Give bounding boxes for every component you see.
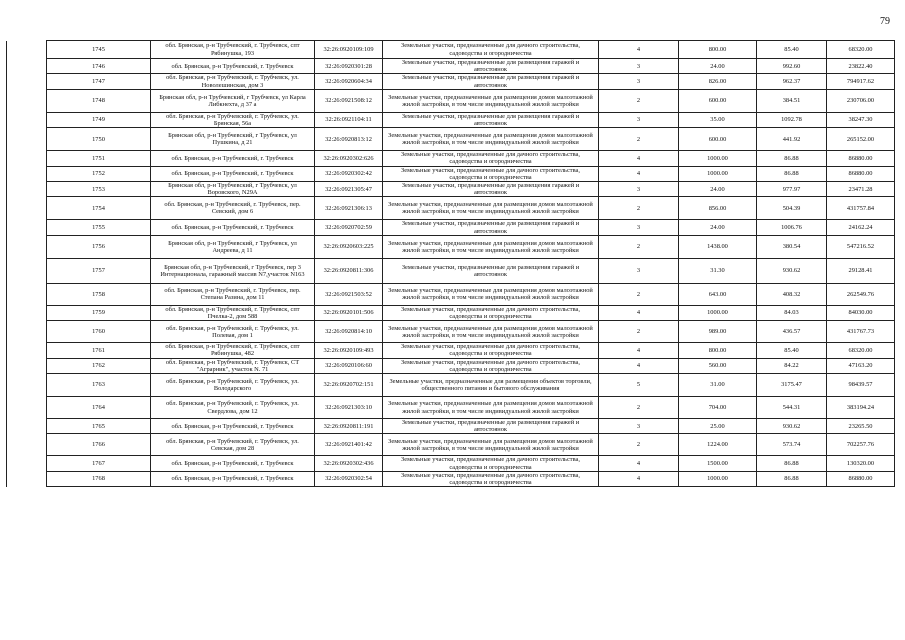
area-cell: 643.00 [679,283,757,305]
cadastral-value-cell: 23265.50 [827,419,895,434]
table-row [7,197,895,220]
spacer-cell [7,128,47,151]
specific-value-cell: 436.57 [757,321,827,343]
cadastral-number-cell: 32:26:0920814:10 [315,321,383,343]
address-cell: обл. Брянская, р-н Трубчевский, г. Трубчевск, ул. Полевая, дом 1 [151,321,315,343]
cadastral-number-cell: 32:26:0921401:42 [315,434,383,456]
spacer-cell [7,151,47,166]
area-cell: 35.00 [679,112,757,127]
spacer-cell [7,89,47,112]
row-number-cell: 1766 [47,434,151,456]
land-use-cell: Земельные участки, предназначенные для размещения гаражей и автостоянок [383,419,599,434]
cadastral-number-cell: 32:26:0920109:109 [315,41,383,59]
row-number-cell: 1758 [47,283,151,305]
spacer-cell [7,305,47,320]
cadastral-value-cell: 431757.84 [827,197,895,220]
land-use-cell: Земельные участки, предназначенные для дачного строительства, садоводства и огородничества [383,151,599,166]
area-cell: 24.00 [679,59,757,74]
address-cell: обл. Брянская, р-н Трубчевский, г. Трубчевск, ул. Володарского [151,374,315,397]
cadastral-value-cell: 230706.00 [827,89,895,112]
area-cell: 600.00 [679,128,757,151]
cadastral-number-cell: 32:26:0921508:12 [315,89,383,112]
row-number-cell: 1754 [47,197,151,220]
spacer-cell [7,283,47,305]
table-row [7,283,895,305]
area-cell: 24.00 [679,220,757,235]
use-group-cell: 2 [599,197,679,220]
land-use-cell: Земельные участки, предназначенные для размещения домов малоэтажной жилой застройки, в том числе индивидуальной жилой застройки [383,128,599,151]
cadastral-value-cell: 29128.41 [827,258,895,283]
address-cell: Брянская обл, р-н Трубчевский, г Трубчевск, ул Воровского, N29A [151,182,315,197]
table-row [7,321,895,343]
cadastral-number-cell: 32:26:0921104:11 [315,112,383,127]
area-cell: 600.00 [679,89,757,112]
use-group-cell: 4 [599,151,679,166]
land-use-cell: Земельные участки, предназначенные для размещения домов малоэтажной жилой застройки, в том числе индивидуальной жилой застройки [383,283,599,305]
land-plot-table [6,40,895,487]
cadastral-value-cell: 86880.00 [827,471,895,486]
specific-value-cell: 573.74 [757,434,827,456]
address-cell: обл. Брянская, р-н Трубчевский, г. Трубчевск [151,419,315,434]
cadastral-value-cell: 431767.73 [827,321,895,343]
address-cell: обл. Брянская, р-н Трубчевский, г. Трубчевск [151,471,315,486]
area-cell: 1438.00 [679,235,757,258]
use-group-cell: 2 [599,321,679,343]
specific-value-cell: 1092.78 [757,112,827,127]
row-number-cell: 1760 [47,321,151,343]
row-number-cell: 1747 [47,74,151,89]
land-use-cell: Земельные участки, предназначенные для размещения гаражей и автостоянок [383,59,599,74]
address-cell: обл. Брянская, р-н Трубчевский, г. Трубчевск, спт Пчелка-2, дом 588 [151,305,315,320]
spacer-cell [7,374,47,397]
row-number-cell: 1761 [47,343,151,358]
address-cell: обл. Брянская, р-н Трубчевский, г. Трубчевск, ул. Новолешинская, дом 3 [151,74,315,89]
cadastral-number-cell: 32:26:0921303:10 [315,397,383,419]
cadastral-value-cell: 84030.00 [827,305,895,320]
specific-value-cell: 977.97 [757,182,827,197]
table-row [7,374,895,397]
area-cell: 1000.00 [679,471,757,486]
use-group-cell: 3 [599,258,679,283]
row-number-cell: 1757 [47,258,151,283]
area-cell: 826.00 [679,74,757,89]
cadastral-value-cell: 262549.76 [827,283,895,305]
use-group-cell: 2 [599,128,679,151]
cadastral-value-cell: 265152.00 [827,128,895,151]
cadastral-number-cell: 32:26:0920301:28 [315,59,383,74]
use-group-cell: 4 [599,358,679,373]
table-row [7,41,895,59]
cadastral-value-cell: 130320.00 [827,456,895,471]
use-group-cell: 2 [599,235,679,258]
cadastral-value-cell: 38247.30 [827,112,895,127]
land-use-cell: Земельные участки, предназначенные для размещения объектов торговли, общественного питания и бытового обслуживания [383,374,599,397]
land-use-cell: Земельные участки, предназначенные для размещения домов малоэтажной жилой застройки, в том числе индивидуальной жилой застройки [383,235,599,258]
address-cell: Брянская обл, р-н Трубчевский, г Трубчевск, ул Пушкина, д 21 [151,128,315,151]
specific-value-cell: 504.39 [757,197,827,220]
area-cell: 25.00 [679,419,757,434]
spacer-cell [7,343,47,358]
spacer-cell [7,456,47,471]
table-row [7,305,895,320]
spacer-cell [7,41,47,59]
use-group-cell: 3 [599,112,679,127]
area-cell: 24.00 [679,182,757,197]
cadastral-number-cell: 32:26:0920302:42 [315,166,383,181]
use-group-cell: 2 [599,89,679,112]
specific-value-cell: 1006.76 [757,220,827,235]
row-number-cell: 1768 [47,471,151,486]
cadastral-value-cell: 23471.28 [827,182,895,197]
table-row [7,151,895,166]
specific-value-cell: 85.40 [757,41,827,59]
area-cell: 31.00 [679,374,757,397]
address-cell: обл. Брянская, р-н Трубчевский, г. Трубчевск, пер. Севский, дом 6 [151,197,315,220]
spacer-cell [7,59,47,74]
address-cell: обл. Брянская, р-н Трубчевский, г. Трубчевск, СТ "Аграрник", участок N. 71 [151,358,315,373]
specific-value-cell: 992.60 [757,59,827,74]
area-cell: 800.00 [679,343,757,358]
land-use-cell: Земельные участки, предназначенные для дачного строительства, садоводства и огородничества [383,41,599,59]
spacer-cell [7,235,47,258]
use-group-cell: 2 [599,397,679,419]
specific-value-cell: 3175.47 [757,374,827,397]
row-number-cell: 1752 [47,166,151,181]
spacer-cell [7,434,47,456]
land-use-cell: Земельные участки, предназначенные для размещения домов малоэтажной жилой застройки, в том числе индивидуальной жилой застройки [383,89,599,112]
address-cell: обл. Брянская, р-н Трубчевский, г. Трубчевск [151,59,315,74]
specific-value-cell: 86.88 [757,151,827,166]
address-cell: Брянская обл, р-н Трубчевский, г Трубчевск, ул Карла Либкнехта, д 37 а [151,89,315,112]
address-cell: обл. Брянская, р-н Трубчевский, г. Трубчевск, ул. Свердлова, дом 12 [151,397,315,419]
table-row [7,471,895,486]
specific-value-cell: 930.62 [757,419,827,434]
table-row [7,166,895,181]
table-row [7,397,895,419]
use-group-cell: 3 [599,74,679,89]
table-row [7,74,895,89]
row-number-cell: 1749 [47,112,151,127]
specific-value-cell: 84.03 [757,305,827,320]
address-cell: обл. Брянская, р-н Трубчевский, г. Трубчевск, пер. Степана Разина, дом 11 [151,283,315,305]
specific-value-cell: 441.92 [757,128,827,151]
row-number-cell: 1765 [47,419,151,434]
specific-value-cell: 408.32 [757,283,827,305]
cadastral-number-cell: 32:26:0920101:506 [315,305,383,320]
table-row [7,59,895,74]
row-number-cell: 1745 [47,41,151,59]
land-use-cell: Земельные участки, предназначенные для размещения домов малоэтажной жилой застройки, в том числе индивидуальной жилой застройки [383,397,599,419]
spacer-cell [7,419,47,434]
use-group-cell: 3 [599,59,679,74]
land-use-cell: Земельные участки, предназначенные для дачного строительства, садоводства и огородничества [383,471,599,486]
table-body [7,41,895,487]
cadastral-value-cell: 383194.24 [827,397,895,419]
cadastral-value-cell: 24162.24 [827,220,895,235]
row-number-cell: 1767 [47,456,151,471]
table-row [7,343,895,358]
address-cell: обл. Брянская, р-н Трубчевский, г. Трубчевск, спт Рябинушка, 193 [151,41,315,59]
area-cell: 989.00 [679,321,757,343]
row-number-cell: 1753 [47,182,151,197]
cadastral-value-cell: 86880.00 [827,151,895,166]
use-group-cell: 2 [599,283,679,305]
cadastral-number-cell: 32:26:0920811:191 [315,419,383,434]
use-group-cell: 3 [599,182,679,197]
cadastral-value-cell: 47163.20 [827,358,895,373]
address-cell: обл. Брянская, р-н Трубчевский, г. Трубчевск [151,220,315,235]
specific-value-cell: 86.88 [757,166,827,181]
cadastral-value-cell: 702257.76 [827,434,895,456]
specific-value-cell: 84.22 [757,358,827,373]
page-number: 79 [880,16,890,27]
specific-value-cell: 380.54 [757,235,827,258]
land-use-cell: Земельные участки, предназначенные для размещения гаражей и автостоянок [383,74,599,89]
area-cell: 1000.00 [679,151,757,166]
use-group-cell: 4 [599,471,679,486]
land-use-cell: Земельные участки, предназначенные для размещения гаражей и автостоянок [383,220,599,235]
cadastral-value-cell: 98439.57 [827,374,895,397]
spacer-cell [7,197,47,220]
cadastral-number-cell: 32:26:0920702:59 [315,220,383,235]
table-row [7,258,895,283]
spacer-cell [7,74,47,89]
address-cell: обл. Брянская, р-н Трубчевский, г. Трубчевск, ул. Брянская, 56а [151,112,315,127]
area-cell: 1000.00 [679,305,757,320]
row-number-cell: 1763 [47,374,151,397]
cadastral-number-cell: 32:26:0920106:60 [315,358,383,373]
spacer-cell [7,182,47,197]
land-use-cell: Земельные участки, предназначенные для дачного строительства, садоводства и огородничества [383,343,599,358]
cadastral-number-cell: 32:26:0920811:306 [315,258,383,283]
address-cell: Брянская обл, р-н Трубчевский, г Трубчевск, ул Андреева, д 11 [151,235,315,258]
spacer-cell [7,258,47,283]
cadastral-number-cell: 32:26:0920109:493 [315,343,383,358]
address-cell: обл. Брянская, р-н Трубчевский, г. Трубчевск [151,456,315,471]
table-row [7,358,895,373]
cadastral-number-cell: 32:26:0920302:626 [315,151,383,166]
use-group-cell: 5 [599,374,679,397]
land-use-cell: Земельные участки, предназначенные для размещения гаражей и автостоянок [383,258,599,283]
cadastral-number-cell: 32:26:0920302:54 [315,471,383,486]
use-group-cell: 4 [599,305,679,320]
cadastral-value-cell: 68320.00 [827,343,895,358]
cadastral-value-cell: 547216.52 [827,235,895,258]
table-row [7,89,895,112]
land-use-cell: Земельные участки, предназначенные для размещения домов малоэтажной жилой застройки, в том числе индивидуальной жилой застройки [383,321,599,343]
cadastral-value-cell: 23822.40 [827,59,895,74]
table-row [7,128,895,151]
specific-value-cell: 544.31 [757,397,827,419]
use-group-cell: 4 [599,166,679,181]
area-cell: 1500.00 [679,456,757,471]
specific-value-cell: 86.88 [757,456,827,471]
use-group-cell: 4 [599,456,679,471]
row-number-cell: 1764 [47,397,151,419]
area-cell: 560.00 [679,358,757,373]
land-use-cell: Земельные участки, предназначенные для дачного строительства, садоводства и огородничества [383,358,599,373]
spacer-cell [7,471,47,486]
land-use-cell: Земельные участки, предназначенные для дачного строительства, садоводства и огородничества [383,456,599,471]
land-use-cell: Земельные участки, предназначенные для дачного строительства, садоводства и огородничества [383,166,599,181]
row-number-cell: 1756 [47,235,151,258]
cadastral-value-cell: 86880.00 [827,166,895,181]
cadastral-number-cell: 32:26:0921306:13 [315,197,383,220]
table-row [7,182,895,197]
table-row [7,235,895,258]
area-cell: 1000.00 [679,166,757,181]
specific-value-cell: 930.62 [757,258,827,283]
cadastral-number-cell: 32:26:0920813:12 [315,128,383,151]
cadastral-value-cell: 794917.62 [827,74,895,89]
spacer-cell [7,397,47,419]
cadastral-number-cell: 32:26:0920702:151 [315,374,383,397]
land-use-cell: Земельные участки, предназначенные для дачного строительства, садоводства и огородничества [383,305,599,320]
cadastral-value-cell: 68320.00 [827,41,895,59]
address-cell: обл. Брянская, р-н Трубчевский, г. Трубчевск, спт Рябинушка, 482 [151,343,315,358]
spacer-cell [7,321,47,343]
table-row [7,456,895,471]
land-use-cell: Земельные участки, предназначенные для размещения домов малоэтажной жилой застройки, в том числе индивидуальной жилой застройки [383,434,599,456]
table-row [7,434,895,456]
cadastral-number-cell: 32:26:0920302:436 [315,456,383,471]
address-cell: обл. Брянская, р-н Трубчевский, г. Трубчевск [151,151,315,166]
address-cell: обл. Брянская, р-н Трубчевский, г. Трубчевск, ул. Севская, дом 28 [151,434,315,456]
cadastral-number-cell: 32:26:0920604:34 [315,74,383,89]
row-number-cell: 1755 [47,220,151,235]
use-group-cell: 3 [599,220,679,235]
area-cell: 800.00 [679,41,757,59]
specific-value-cell: 384.51 [757,89,827,112]
row-number-cell: 1748 [47,89,151,112]
specific-value-cell: 85.40 [757,343,827,358]
land-use-cell: Земельные участки, предназначенные для размещения гаражей и автостоянок [383,112,599,127]
cadastral-number-cell: 32:26:0920603:225 [315,235,383,258]
row-number-cell: 1759 [47,305,151,320]
cadastral-number-cell: 32:26:0921503:52 [315,283,383,305]
use-group-cell: 2 [599,434,679,456]
land-use-cell: Земельные участки, предназначенные для размещения гаражей и автостоянок [383,182,599,197]
address-cell: Брянская обл, р-н Трубчевский, г Трубчевск, пер 3 Интернационала, гаражный массив N7,участок N163 [151,258,315,283]
specific-value-cell: 86.88 [757,471,827,486]
area-cell: 31.30 [679,258,757,283]
area-cell: 856.00 [679,197,757,220]
use-group-cell: 3 [599,419,679,434]
spacer-cell [7,166,47,181]
use-group-cell: 4 [599,343,679,358]
cadastral-number-cell: 32:26:0921305:47 [315,182,383,197]
specific-value-cell: 962.37 [757,74,827,89]
row-number-cell: 1751 [47,151,151,166]
row-number-cell: 1762 [47,358,151,373]
table-row [7,112,895,127]
use-group-cell: 4 [599,41,679,59]
row-number-cell: 1750 [47,128,151,151]
spacer-cell [7,220,47,235]
table-row [7,220,895,235]
area-cell: 1224.00 [679,434,757,456]
spacer-cell [7,112,47,127]
spacer-cell [7,358,47,373]
row-number-cell: 1746 [47,59,151,74]
area-cell: 704.00 [679,397,757,419]
land-use-cell: Земельные участки, предназначенные для размещения домов малоэтажной жилой застройки, в том числе индивидуальной жилой застройки [383,197,599,220]
address-cell: обл. Брянская, р-н Трубчевский, г. Трубчевск [151,166,315,181]
table-row [7,419,895,434]
